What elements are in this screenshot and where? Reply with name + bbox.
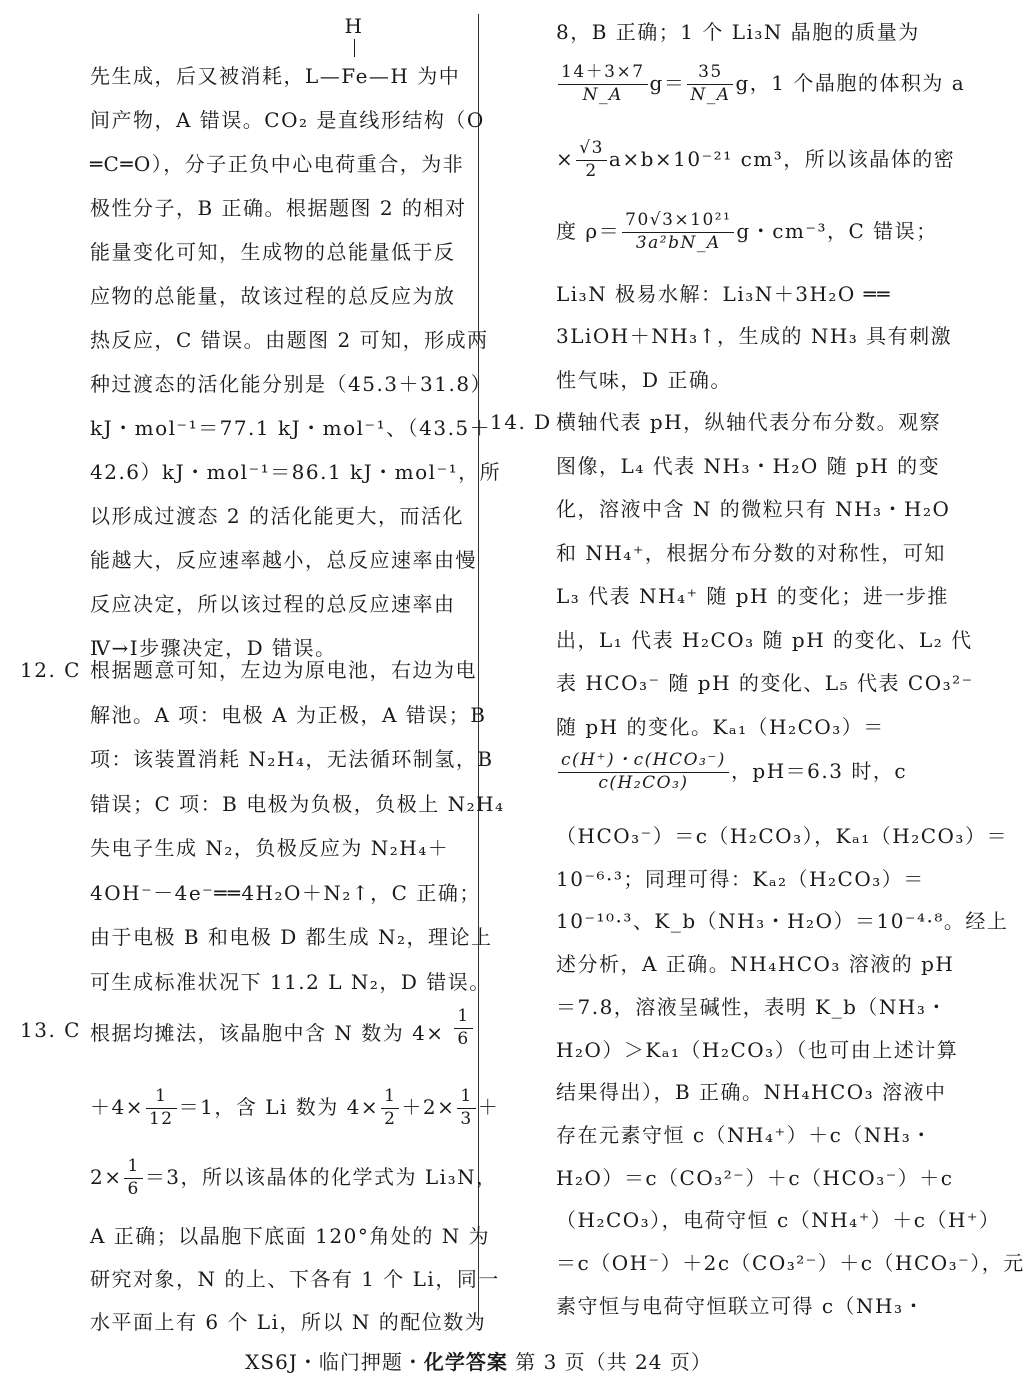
text-line: ═C═O），分子正负中心电荷重合，为非 — [90, 152, 465, 176]
r-line-3-tail: a×b×10⁻²¹ cm³，所以该晶体的密 — [608, 146, 956, 171]
text-line: 先生成，后又被消耗，L—Fe—H 为中 — [90, 64, 461, 88]
q13-text-segment: ＝1，含 Li 数为 4× — [178, 1094, 380, 1119]
r-line-3 — [556, 140, 955, 181]
footer-code: XS6J・临门押题・ — [245, 1350, 424, 1374]
text-line: 解池。A 项：电极 A 为正极，A 错误；B — [90, 702, 487, 727]
text-line: L₃ 代表 NH₄⁺ 随 pH 的变化；进一步推 — [556, 584, 949, 608]
frac-num: 1 — [146, 1088, 177, 1109]
frac-den: 6 — [127, 1178, 140, 1199]
text-line: ＝7.8，溶液呈碱性，表明 K_b（NH₃・ — [556, 994, 948, 1019]
frac-sqrt3-2 — [576, 140, 607, 181]
frac-1-6b — [124, 1158, 142, 1199]
frac-density — [622, 212, 734, 253]
text-line: H₂O）＞Kₐ₁（H₂CO₃）（也可由上述计算 — [556, 1037, 959, 1062]
text-line: 存在元素守恒 c（NH₄⁺）＋c（NH₃・ — [556, 1122, 933, 1147]
footer-subject: 化学答案 — [423, 1350, 508, 1374]
frac-den: c(H₂CO₃) — [598, 772, 689, 793]
text-line: 10⁻⁶·³；同理可得：Kₐ₂（H₂CO₃）＝ — [556, 866, 925, 891]
q13-line-1 — [90, 1006, 475, 1049]
text-line: 42.6）kJ・mol⁻¹＝86.1 kJ・mol⁻¹，所 — [90, 460, 502, 484]
frac-num: 35 — [687, 64, 733, 85]
frac-den: N_A — [690, 84, 731, 105]
r-line-3-pre: × — [556, 146, 575, 171]
text-line: 水平面上有 6 个 Li，所以 N 的配位数为 — [90, 1310, 487, 1334]
frac-num: 14＋3×7 — [558, 64, 648, 85]
frac-num: 70√3×10²¹ — [622, 212, 734, 233]
frac-den: N_A — [582, 84, 623, 105]
text-line: 10⁻¹⁰·³、K_b（NH₃・H₂O）＝10⁻⁴·⁸。经上 — [556, 909, 1009, 934]
r-line-2-tail: g，1 个晶胞的体积为 a — [735, 70, 966, 95]
text-line: 结果得出），B 正确。NH₄HCO₃ 溶液中 — [556, 1080, 947, 1105]
text-line: 失电子生成 N₂，负极反应为 N₂H₄＋ — [90, 836, 450, 860]
bond-line — [354, 39, 355, 57]
text-line: 研究对象，N 的上、下各有 1 个 Li，同一 — [90, 1267, 500, 1291]
q13-text-segment: ＋ — [477, 1094, 500, 1119]
frac-den: 12 — [148, 1108, 174, 1129]
text-line: 述分析，A 正确。NH₄HCO₃ 溶液的 pH — [556, 952, 955, 977]
text-line: 出，L₁ 代表 H₂CO₃ 随 pH 的变化、L₂ 代 — [556, 627, 973, 652]
text-line: kJ・mol⁻¹＝77.1 kJ・mol⁻¹、（43.5＋ — [90, 416, 492, 440]
frac-1-12 — [146, 1088, 177, 1129]
r-line-4-tail: g・cm⁻³，C 错误； — [736, 218, 938, 243]
frac-den: 2 — [585, 160, 598, 181]
text-line: 极性分子，B 正确。根据题图 2 的相对 — [90, 196, 467, 220]
q13-text-segment: ＝3，所以该晶体的化学式为 Li₃N， — [144, 1164, 498, 1189]
text-line: 能越大，反应速率越小，总反应速率由慢 — [90, 548, 477, 572]
text-line: 应物的总能量，故该过程的总反应为放 — [90, 284, 456, 308]
frac-num: 1 — [381, 1088, 399, 1109]
frac-den: 3 — [460, 1108, 473, 1129]
text-line: 根据题意可知，左边为原电池，右边为电 — [90, 658, 477, 682]
frac-den: 3a²bN_A — [635, 232, 721, 253]
text-line: 间产物，A 错误。CO₂ 是直线形结构（O — [90, 108, 485, 132]
text-line: 能量变化可知，生成物的总能量低于反 — [90, 240, 456, 264]
frac-1-3 — [457, 1088, 475, 1129]
q14-frac-tail: ，pH＝6.3 时，c — [730, 758, 908, 783]
text-line: 错误；C 项：B 电极为负极，负极上 N₂H₄ — [90, 791, 505, 816]
q13-text-segment: ＋4× — [90, 1094, 144, 1119]
frac-ka1 — [558, 752, 729, 793]
frac-mass — [558, 64, 648, 105]
r-line-5: Li₃N 极易水解：Li₃N＋3H₂O ══ — [556, 282, 891, 306]
footer-page: 第 3 页（共 24 页） — [515, 1350, 712, 1374]
text-line: 4OH⁻－4e⁻══4H₂O＋N₂↑，C 正确； — [90, 880, 481, 905]
text-line: ＝c（OH⁻）＋2c（CO₃²⁻）＋c（HCO₃⁻），元 — [556, 1251, 1025, 1275]
q14-number: 14. D — [490, 410, 552, 434]
structure-h-atom — [334, 16, 374, 57]
text-line: 和 NH₄⁺，根据分布分数的对称性，可知 — [556, 540, 946, 565]
text-line: 项：该装置消耗 N₂H₄，无法循环制氢，B — [90, 747, 494, 771]
r-line-2 — [556, 64, 965, 105]
text-line: （HCO₃⁻）＝c（H₂CO₃），Kₐ₁（H₂CO₃）＝ — [556, 824, 1008, 848]
r-line-6: 3LiOH＋NH₃↑，生成的 NH₃ 具有刺激 — [556, 324, 953, 348]
h-atom-label: H — [344, 14, 364, 38]
text-line: H₂O）＝c（CO₃²⁻）＋c（HCO₃⁻）＋c — [556, 1165, 954, 1190]
r-line-2-mid: g＝ — [649, 70, 686, 95]
text-line: 化，溶液中含 N 的微粒只有 NH₃・H₂O — [556, 497, 951, 521]
frac-num: 1 — [454, 1008, 472, 1029]
r-line-4-pre: 度 ρ＝ — [556, 218, 621, 243]
q14-ka-fraction-line — [556, 752, 907, 793]
r-line-1: 8，B 正确；1 个 Li₃N 晶胞的质量为 — [556, 20, 920, 44]
q13-line-1-text: 根据均摊法，该晶胞中含 N 数为 4× — [90, 1020, 445, 1045]
text-line: （H₂CO₃），电荷守恒 c（NH₄⁺）＋c（H⁺） — [556, 1208, 1001, 1233]
text-line: 反应决定，所以该过程的总反应速率由 — [90, 592, 456, 616]
frac-num: c(H⁺)・c(HCO₃⁻) — [558, 752, 729, 773]
text-line: 种过渡态的活化能分别是（45.3＋31.8） — [90, 372, 493, 396]
q13-number: 13. C — [20, 1018, 81, 1042]
q13-line-3 — [90, 1158, 498, 1199]
text-line: 素守恒与电荷守恒联立可得 c（NH₃・ — [556, 1293, 926, 1318]
text-line: 可生成标准状况下 11.2 L N₂，D 错误。 — [90, 969, 491, 994]
q13-line-2 — [90, 1088, 499, 1129]
text-line: 热反应，C 错误。由题图 2 可知，形成两 — [90, 328, 489, 352]
text-line: Ⅳ→Ⅰ步骤决定，D 错误。 — [90, 636, 337, 660]
text-line: 随 pH 的变化。Kₐ₁（H₂CO₃）＝ — [556, 714, 885, 739]
frac-35 — [687, 64, 733, 105]
text-line: A 正确；以晶胞下底面 120°角处的 N 为 — [90, 1224, 491, 1248]
q12-number: 12. C — [20, 658, 81, 682]
frac-num: 1 — [124, 1158, 142, 1179]
frac-1-6 — [454, 1008, 472, 1049]
text-line: 由于电极 B 和电极 D 都生成 N₂，理论上 — [90, 925, 493, 949]
page-footer — [0, 1346, 957, 1375]
r-line-4 — [556, 212, 938, 253]
frac-num: 1 — [457, 1088, 475, 1109]
text-line: 表 HCO₃⁻ 随 pH 的变化、L₅ 代表 CO₃²⁻ — [556, 671, 974, 695]
text-line: 横轴代表 pH，纵轴代表分布分数。观察 — [556, 410, 942, 434]
frac-1-2 — [381, 1088, 399, 1129]
frac-den: 2 — [384, 1108, 397, 1129]
q13-text-segment: 2× — [90, 1164, 123, 1189]
frac-den: 6 — [457, 1028, 470, 1049]
frac-num: √3 — [576, 140, 607, 161]
q13-text-segment: ＋2× — [401, 1094, 456, 1119]
text-line: 以形成过渡态 2 的活化能更大，而活化 — [90, 504, 464, 528]
r-line-7: 性气味，D 正确。 — [556, 368, 732, 392]
text-line: 图像，L₄ 代表 NH₃・H₂O 随 pH 的变 — [556, 453, 941, 478]
